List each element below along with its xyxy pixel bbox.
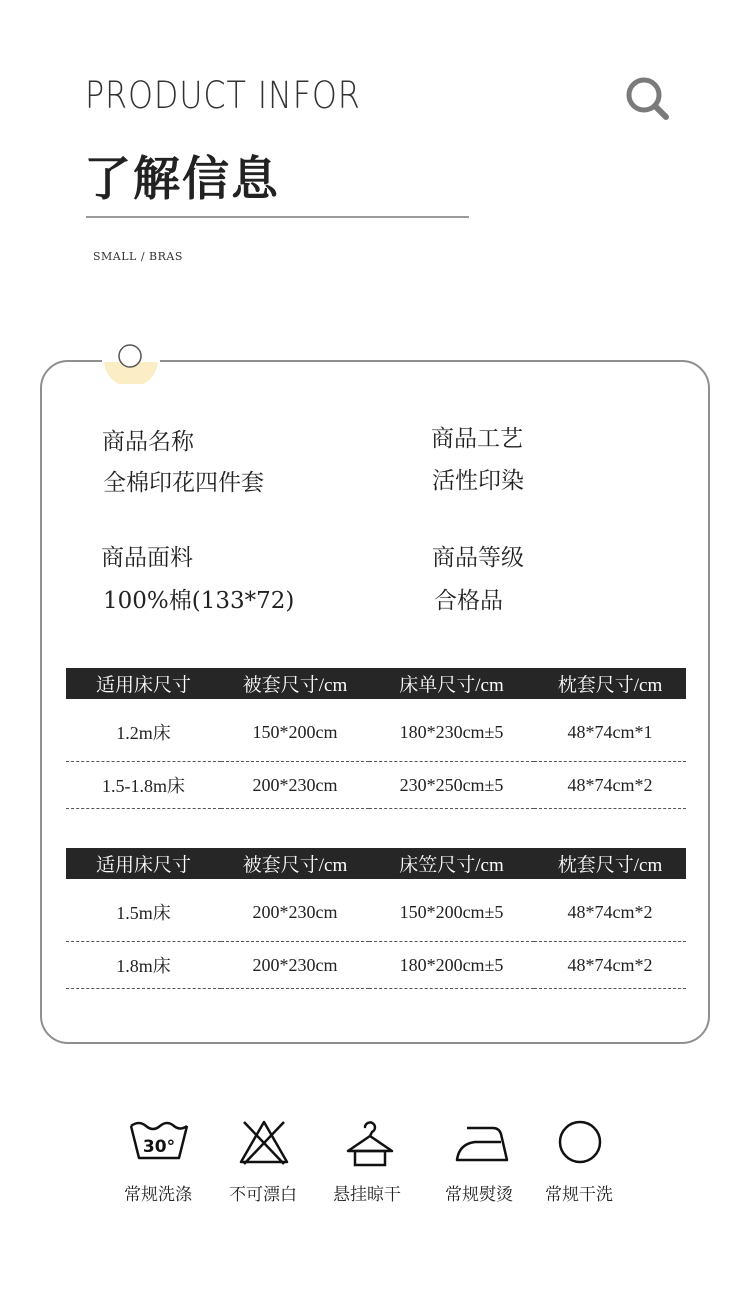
table-header-row <box>66 848 686 879</box>
table-cell: 180*230cm±5 <box>369 699 534 762</box>
table-cell: 150*200cm <box>221 699 369 762</box>
table-cell: 200*230cm <box>221 879 369 942</box>
table-header-cell: 适用床尺寸 <box>66 848 221 879</box>
hang-dry-icon <box>344 1118 396 1170</box>
product-grade-value: 合格品 <box>434 588 503 614</box>
table-row <box>66 879 686 942</box>
table-cell: 48*74cm*1 <box>534 699 686 762</box>
iron-item <box>431 1118 531 1166</box>
title-divider <box>86 216 469 218</box>
fitted-sheet-size-table <box>66 848 686 989</box>
dry-clean-icon <box>556 1118 604 1166</box>
table-cell: 180*200cm±5 <box>369 942 534 989</box>
no-bleach-item <box>214 1118 314 1166</box>
table-cell: 48*74cm*2 <box>534 762 686 809</box>
wash-30-icon <box>129 1118 189 1166</box>
dryclean-label: 常规干洗 <box>545 1185 613 1205</box>
table-cell: 1.5m床 <box>66 879 221 942</box>
table-row <box>66 942 686 989</box>
product-craft-value: 活性印染 <box>432 468 524 494</box>
product-name-label: 商品名称 <box>102 429 194 455</box>
iron-label: 常规熨烫 <box>445 1185 513 1205</box>
product-fabric-value: 100%棉(133*72) <box>103 588 295 614</box>
table-header-row <box>66 668 686 699</box>
wash-temp-label: 30° <box>142 1137 176 1157</box>
bleach-label: 不可漂白 <box>229 1185 297 1205</box>
hang-dry-item <box>320 1118 420 1170</box>
english-title: PRODUCT INFOR <box>85 74 361 117</box>
product-name-value: 全棉印花四件套 <box>103 470 264 496</box>
dry-clean-item <box>530 1118 630 1166</box>
table-cell: 1.2m床 <box>66 699 221 762</box>
breadcrumb: SMALL / BRAS <box>93 250 183 263</box>
search-icon[interactable] <box>624 74 672 122</box>
wash-30-item <box>109 1118 209 1166</box>
table-cell: 1.5-1.8m床 <box>66 762 221 809</box>
table-cell: 48*74cm*2 <box>534 879 686 942</box>
table-header-cell: 床笠尺寸/cm <box>369 848 534 879</box>
dry-label: 悬挂晾干 <box>333 1185 401 1205</box>
card-tab-icon <box>102 332 160 384</box>
table-cell: 48*74cm*2 <box>534 942 686 989</box>
wash-label: 常规洗涤 <box>124 1185 192 1205</box>
iron-icon <box>453 1118 509 1166</box>
table-cell: 1.8m床 <box>66 942 221 989</box>
flat-sheet-size-table <box>66 668 686 809</box>
page-title: 了解信息 <box>84 152 280 207</box>
product-fabric-label: 商品面料 <box>101 545 193 571</box>
table-header-cell: 适用床尺寸 <box>66 668 221 699</box>
table-row <box>66 762 686 809</box>
product-craft-label: 商品工艺 <box>431 426 523 452</box>
table-header-cell: 枕套尺寸/cm <box>534 848 686 879</box>
table-cell: 230*250cm±5 <box>369 762 534 809</box>
table-cell: 200*230cm <box>221 762 369 809</box>
table-header-cell: 枕套尺寸/cm <box>534 668 686 699</box>
table-header-cell: 被套尺寸/cm <box>221 848 369 879</box>
no-bleach-icon <box>238 1118 290 1166</box>
table-header-cell: 床单尺寸/cm <box>369 668 534 699</box>
table-row <box>66 699 686 762</box>
table-header-cell: 被套尺寸/cm <box>221 668 369 699</box>
product-grade-label: 商品等级 <box>432 545 524 571</box>
table-cell: 200*230cm <box>221 942 369 989</box>
table-cell: 150*200cm±5 <box>369 879 534 942</box>
